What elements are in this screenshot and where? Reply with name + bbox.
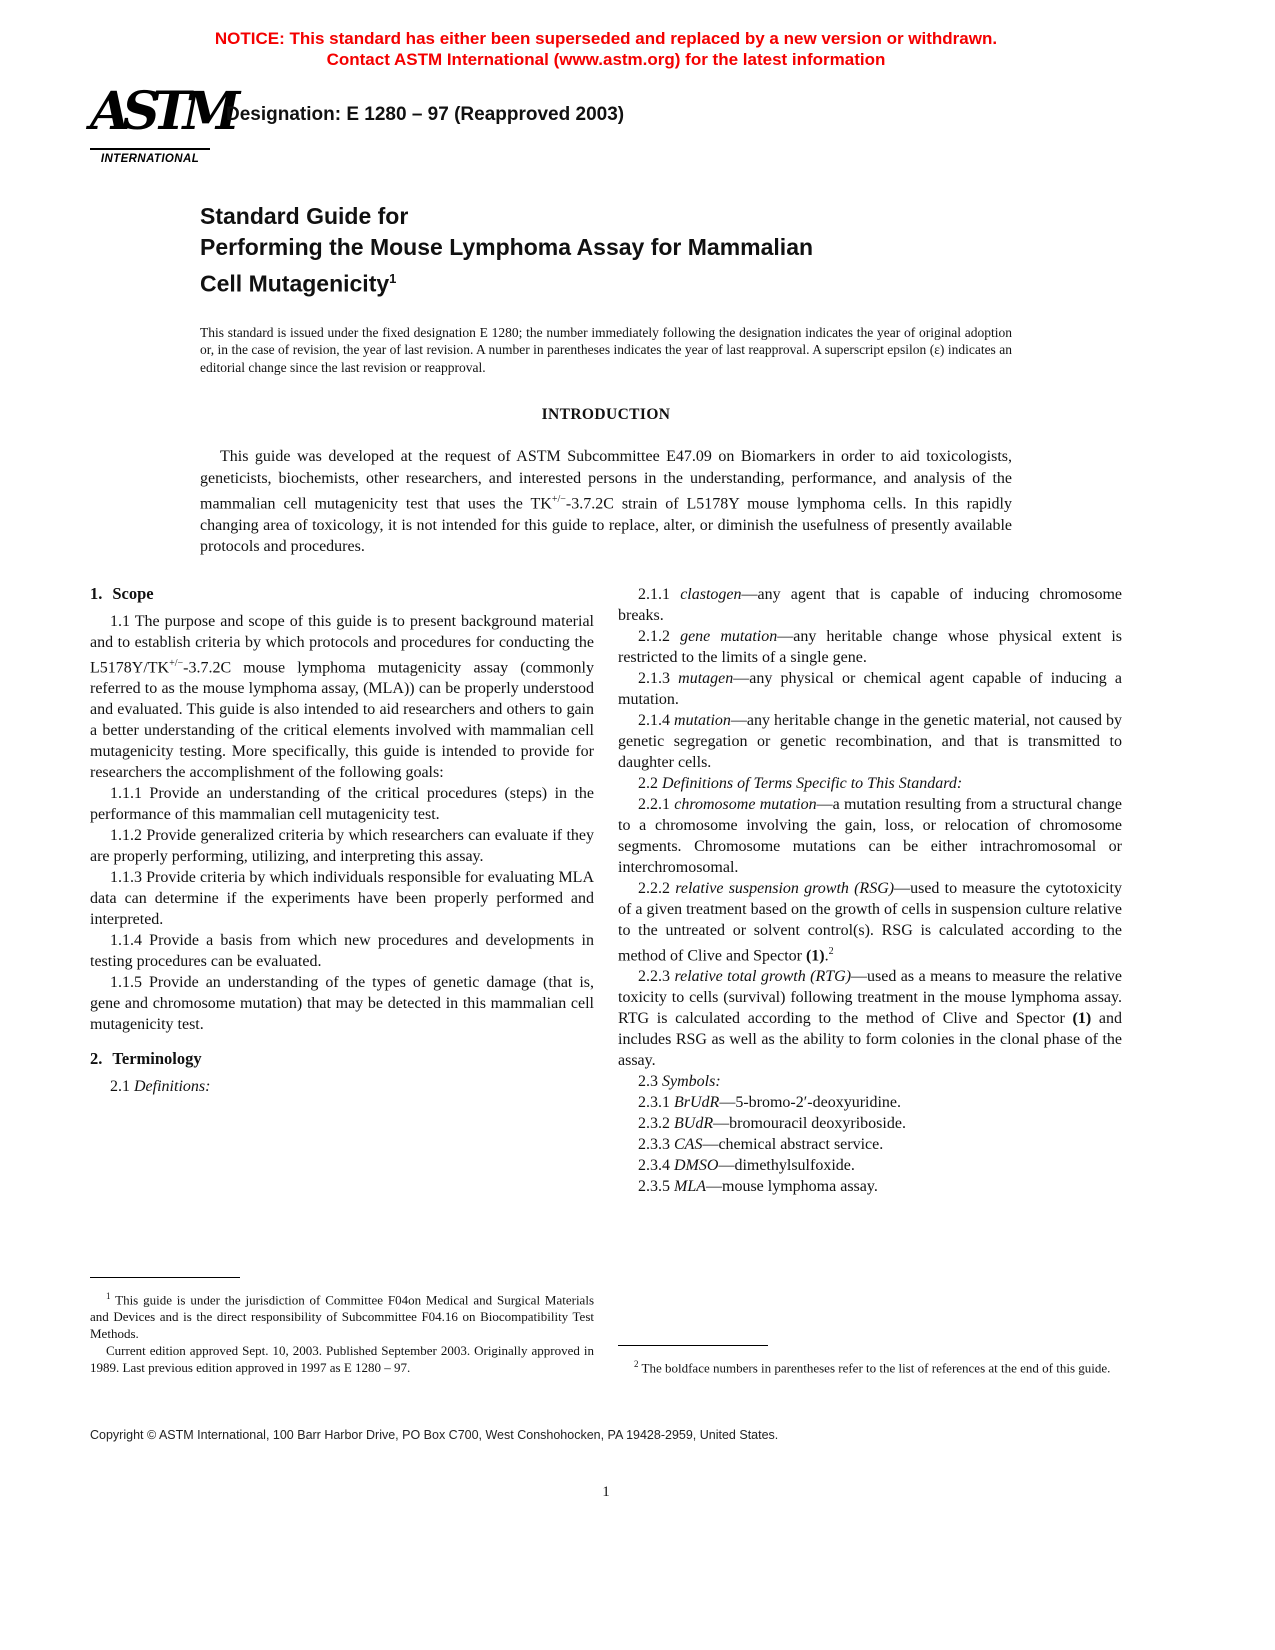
scope-paragraph-1-1-3: 1.1.3 Provide criteria by which individuals responsible for evaluating MLA data can determine if the experiments have been properly performed and interpreted. [90,869,594,929]
symbol-2-3-2: 2.3.2 BUdR—bromouracil deoxyriboside. [638,1115,906,1133]
definition-2-1-2: 2.1.2 gene mutation—any heritable change whose physical extent is restricted to the limits of a single gene. [618,627,1123,666]
scope-paragraph-1-1: 1.1 The purpose and scope of this guide is to present background material and to establish criteria by which protocols and procedures for conducting the L5178Y/TK+/−-3.7.2C mouse lymphoma mutagenicity assay (commonly referred to as the mouse lymphoma assay, (MLA)) can be properly understood and evaluated. This guide is also intended to aid researchers and others to gain a better understanding of the critical elements involved with mammalian cell mutagenicity testing. More specifically, this guide is intended to provide for researchers the accomplishment of the following goals: [90,612,594,782]
title-line-2: Performing the Mouse Lymphoma Assay for Mammalian [200,234,814,260]
symbol-2-3-3: 2.3.3 CAS—chemical abstract service. [638,1136,884,1154]
astm-logo-icon: ASTM [90,81,233,142]
supersession-notice [90,28,1122,70]
page-number: 1 [602,1483,610,1500]
issuance-note: This standard is issued under the fixed designation E 1280; the number immediately following the designation indicates the year of original adoption or, in the case of revision, the year of last revision. A number in parentheses indicates the year of last reapproval. A superscript epsilon (ε) indicates an editorial change since the last revision or reapproval. [200,324,1012,375]
title-line-1: Standard Guide for [200,203,409,229]
two-column-body [90,584,1122,1376]
reference-bold: (1) [1072,1010,1092,1028]
notice-line-1: NOTICE: This standard has either been superseded and replaced by a new version or withdrawn. [214,29,998,48]
specific-terms-lead: 2.2 Definitions of Terms Specific to This Standard: [638,774,963,792]
symbol-2-3-4: 2.3.4 DMSO—dimethylsulfoxide. [638,1157,855,1175]
footnote-1 [90,1277,594,1376]
section-2-heading: 2. Terminology [90,1049,202,1069]
definition-2-2-2: 2.2.2 relative suspension growth (RSG)—used to measure the cytotoxicity of a given treatment based on the growth of cells in suspension culture relative to the untreated or solvent control(s). RSG is calculated according to the method of Clive and Spector (1).$^2$ [618,879,1122,965]
astm-logo-international-label: INTERNATIONAL [90,148,210,165]
left-column [90,584,594,1376]
footnote-2-ref: 2 [828,945,834,957]
scope-paragraph-1-1-2: 1.1.2 Provide generalized criteria by which researchers can evaluate if they are properly performing, utilizing, and interpreting this assay. [90,827,594,866]
definition-2-1-1: 2.1.1 clastogen—any agent that is capable of inducing chromosome breaks. [618,585,1123,624]
notice-line-2: Contact ASTM International (www.astm.org) for the latest information [326,50,886,69]
document-title [200,201,1122,300]
scope-paragraph-1-1-5: 1.1.5 Provide an understanding of the types of genetic damage (that is, gene and chromosome mutation) that may be detected in this mammalian cell mutagenicity test. [90,974,594,1034]
definition-2-1-3: 2.1.3 mutagen—any physical or chemical agent capable of inducing a mutation. [618,669,1123,708]
astm-logo [90,81,233,165]
introduction-heading: INTRODUCTION [541,406,671,424]
introduction-paragraph: This guide was developed at the request of ASTM Subcommittee E47.09 on Biomarkers in order to aid toxicologists, geneticists, biochemists, other researchers, and interested persons in the understanding, performance, and analysis of the mammalian cell mutagenicity test that uses the TK+/−-3.7.2C strain of L5178Y mouse lymphoma cells. In this rapidly changing area of toxicology, it is not intended for this guide to replace, alter, or diminish the usefulness of presently available protocols and procedures. [200,448,1012,556]
scope-paragraph-1-1-4: 1.1.4 Provide a basis from which new procedures and developments in testing procedures can be evaluated. [90,932,594,971]
symbol-2-3-1: 2.3.1 BrUdR—5-bromo-2′-deoxyuridine. [638,1094,902,1112]
document-header [90,81,1122,165]
designation-line: Designation: E 1280 – 97 (Reapproved 2003) [226,104,625,125]
definition-2-1-4: 2.1.4 mutation—any heritable change in the genetic material, not caused by genetic segregation or genetic recombination, and that is transmitted to daughter cells. [618,711,1122,771]
definitions-lead: 2.1 Definitions: [110,1078,211,1096]
footnote-2-separator [618,1345,768,1346]
footnote-1-separator [90,1277,240,1278]
footnote-1-edition: Current edition approved Sept. 10, 2003. Published September 2003. Originally approved in 1989. Last previous edition approved in 1997 as E 1280 – 97. [90,1342,594,1375]
scope-paragraph-1-1-1: 1.1.1 Provide an understanding of the critical procedures (steps) in the performance of this mammalian cell mutagenicity test. [90,785,594,824]
tk-superscript: +/− [551,494,566,506]
footnote-1-jurisdiction: $^1$ This guide is under the jurisdiction of Committee F04on Medical and Surgical Materials and Devices and is the direct responsibility of Subcommittee F04.16 on Biocompatibility Test Methods. [90,1290,594,1341]
reference-bold: (1) [805,947,825,965]
footnote-2-text: $^2$ The boldface numbers in parentheses refer to the list of references at the end of this guide. [634,1358,1111,1375]
definition-2-2-1: 2.2.1 chromosome mutation—a mutation resulting from a structural change to a chromosome involving the gain, loss, or relocation of chromosome segments. Chromosome mutations can be either intrachromosomal or interchromosomal. [618,795,1123,876]
section-1-heading: 1. Scope [90,583,154,603]
definition-2-2-3: 2.2.3 relative total growth (RTG)—used as a means to measure the relative toxicity to cells (survival) following treatment in the mouse lymphoma assay. RTG is calculated according to the method of Clive and Spector (1) and includes RSG as well as the ability to form colonies in the clonal phase of the assay. [618,968,1123,1070]
symbol-2-3-5: 2.3.5 MLA—mouse lymphoma assay. [638,1178,878,1196]
symbols-lead: 2.3 Symbols: [638,1073,721,1091]
title-line-3: Cell Mutagenicity$^1$ [200,270,397,297]
right-column [618,584,1122,1376]
title-footnote-ref: 1 [389,271,397,286]
tk-superscript: +/− [169,657,184,669]
copyright-line: Copyright © ASTM International, 100 Barr Harbor Drive, PO Box C700, West Conshohocken, PA 19428-2959, United States. [90,1427,779,1442]
footnote-2 [618,1345,1122,1376]
